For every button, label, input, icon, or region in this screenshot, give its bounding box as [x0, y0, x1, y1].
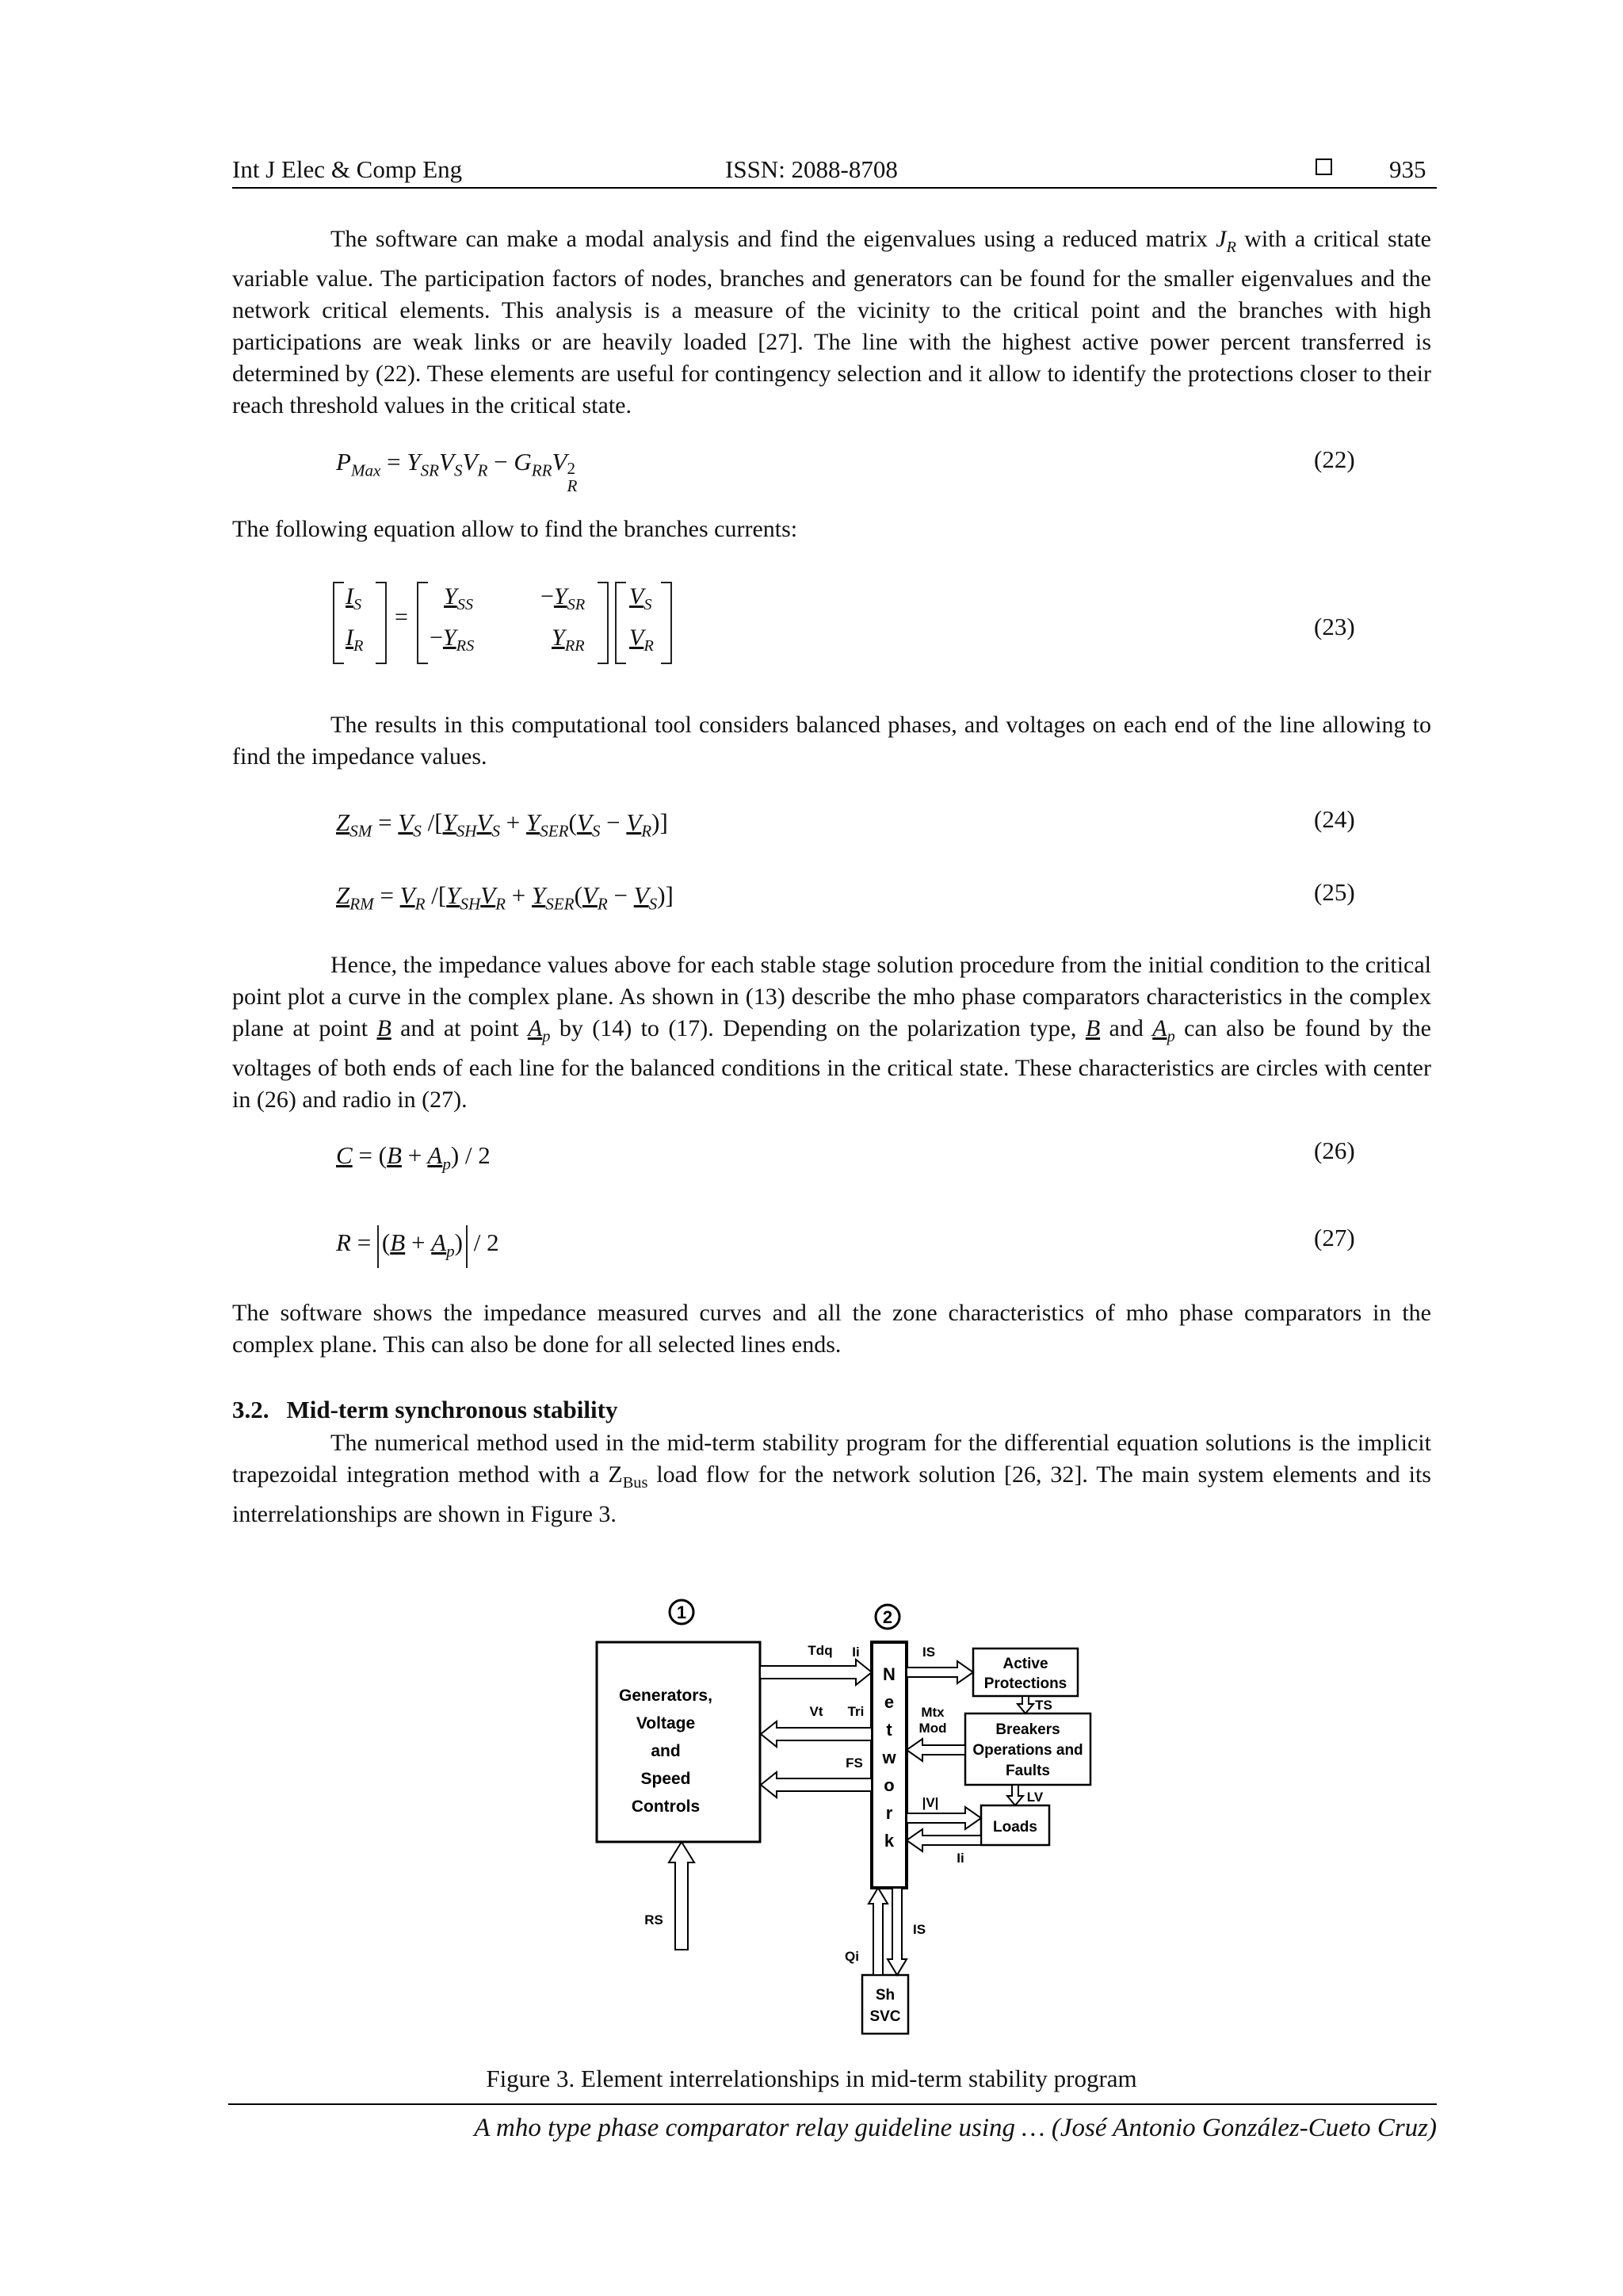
v-arrow: [907, 1807, 981, 1829]
ii-arrow-bottom: [907, 1829, 981, 1851]
equation-number-24: (24): [1314, 805, 1355, 833]
mtx-mod-arrow: [907, 1739, 965, 1761]
fs-arrow: [761, 1772, 872, 1797]
network-letter-r: r: [885, 1803, 893, 1823]
is-arrow-bottom: [888, 1888, 907, 1975]
footer-rule: [228, 2103, 1437, 2105]
equation-27: $R = (B + A_p) / 2$: [336, 1225, 499, 1268]
vt-label: Vt: [809, 1704, 823, 1719]
equation-number-25: (25): [1314, 878, 1355, 906]
tdq-arrow: [760, 1660, 872, 1685]
generators-line-5: Controls: [631, 1797, 701, 1816]
paragraph-impedance-curve: Hence, the impedance values above for each stable stage solution procedure from the initial condition to the critical point plot a curve in the complex plane. As shown in (13) describe the mho phase comparators characteristics in the complex plane at point B and at point $A_p$ by (14) to (17). Depending on the polarization type, B and $A_p$ can also be found by the voltages of both ends of each line for the balanced conditions in the critical state. These characteristics are circles with center in (26) and radio in (27).: [232, 952, 1431, 1114]
breakers-line-3: Faults: [1006, 1763, 1050, 1779]
generators-line-2: Voltage: [636, 1714, 696, 1733]
qi-arrow: [869, 1888, 888, 1975]
footer-citation: A mho type phase comparator relay guideline using … (José Antonio González-Cueto Cruz): [474, 2114, 1437, 2142]
page-number: 935: [1389, 155, 1426, 183]
circle-1-label: 1: [676, 1603, 687, 1622]
journal-name: Int J Elec & Comp Eng: [232, 155, 463, 183]
paragraph-branch-currents: The following equation allow to find the branches currents:: [232, 516, 798, 542]
rs-label: RS: [644, 1912, 663, 1927]
breakers-line-1: Breakers: [995, 1721, 1060, 1738]
equation-number-23: (23): [1314, 613, 1355, 640]
equation-23: $I_S$ $I_R$ = $Y_{SS}$ $-Y_{RS}$ $-Y_{SR}$ $Y_{RR}$ $V_S$ $V_R$: [333, 580, 713, 666]
generators-line-1: Generators,: [619, 1687, 712, 1705]
mod-label: Mod: [918, 1721, 947, 1736]
network-letter-n: N: [883, 1664, 896, 1684]
fs-label: FS: [846, 1755, 863, 1771]
equation-22: $P_{Max} = Y_{SR}V_SV_R - G_{RR}V$ 2 R: [336, 448, 578, 495]
breakers-line-2: Operations and: [972, 1742, 1083, 1759]
mtx-label: Mtx: [921, 1705, 945, 1720]
paragraph-numerical-method: The numerical method used in the mid-term stability program for the differential equation solutions is the implicit trapezoidal integration method with a $Z_{Bus}$ load flow for the network solution [26, 32]. The main system elements and its interrelationships are shown in Figure 3.: [232, 1430, 1431, 1528]
equation-number-26: (26): [1314, 1137, 1355, 1164]
figure-caption: Figure 3. Element interrelationships in mid-term stability program: [486, 2065, 1137, 2092]
network-letter-w: w: [882, 1748, 896, 1767]
svc-label: SVC: [869, 2008, 901, 2025]
is-top-label: IS: [922, 1645, 936, 1660]
figure-3-diagram: [555, 1577, 1109, 2053]
checkbox-square-icon: [1316, 159, 1332, 175]
tri-label: Tri: [847, 1704, 865, 1719]
equation-26: $C = (B + A_p) / 2$: [336, 1141, 491, 1174]
header-rule: [232, 187, 1437, 189]
is-bottom-label: IS: [912, 1922, 926, 1937]
tdq-label: Tdq: [808, 1643, 833, 1658]
active-protections-line-2: Protections: [983, 1675, 1067, 1692]
paragraph-software-curves: The software shows the impedance measured curves and all the zone characteristics of mho phase comparators in the complex plane. This can also be done for all selected lines ends.: [232, 1300, 1431, 1358]
generators-line-4: Speed: [640, 1770, 691, 1788]
equation-24: $Z_{SM} = V_S$ $/[Y_{SH}V_S + Y_{SER}(V_S - V_R)]$: [336, 808, 668, 841]
network-letter-o: o: [884, 1775, 895, 1795]
ts-arrow: [1018, 1696, 1033, 1713]
network-letter-e: e: [884, 1692, 895, 1712]
network-letter-t: t: [886, 1720, 892, 1740]
issn: ISSN: 2088-8708: [725, 155, 898, 183]
circle-2-label: 2: [882, 1607, 893, 1627]
network-letter-k: k: [884, 1831, 895, 1851]
lv-label: LV: [1026, 1790, 1044, 1805]
vt-arrow: [761, 1721, 872, 1747]
ts-label: TS: [1035, 1698, 1052, 1713]
v-label: |V|: [922, 1795, 939, 1810]
sh-label: Sh: [875, 1987, 896, 2004]
paragraph-modal-analysis: The software can make a modal analysis and find the eigenvalues using a reduced matrix $J_R$ with a critical state variable value. The participation factors of nodes, branches and generators can be found for the smaller eigenvalues and the network critical elements. This analysis is a measure of the vicinity to the critical point and the branches with high participations are weak links or are heavily loaded [27]. The line with the highest active power percent transferred is determined by (22). These elements are useful for contingency selection and it allow to identify the protections closer to their reach threshold values in the critical state.: [232, 226, 1431, 419]
paragraph-balanced-phases: The results in this computational tool considers balanced phases, and voltages on each end of the line allowing to find the impedance values.: [232, 712, 1431, 770]
equation-number-22: (22): [1314, 445, 1355, 473]
equation-number-27: (27): [1314, 1224, 1355, 1251]
loads-label: Loads: [993, 1819, 1037, 1836]
ii-top-label: Ii: [852, 1645, 860, 1660]
section-heading: 3.2. Mid-term synchronous stability: [232, 1396, 618, 1423]
generators-line-3: and: [651, 1742, 681, 1760]
lv-arrow: [1007, 1785, 1023, 1805]
rs-arrow: [669, 1842, 694, 1950]
is-arrow-top: [907, 1661, 973, 1683]
ii-bottom-label: Ii: [957, 1851, 964, 1866]
equation-25: $Z_{RM} = V_R$ $/[Y_{SH}V_R + Y_{SER}(V_R - V_S)]$: [336, 881, 674, 914]
active-protections-line-1: Active: [1002, 1656, 1048, 1672]
qi-label: Qi: [845, 1949, 859, 1964]
